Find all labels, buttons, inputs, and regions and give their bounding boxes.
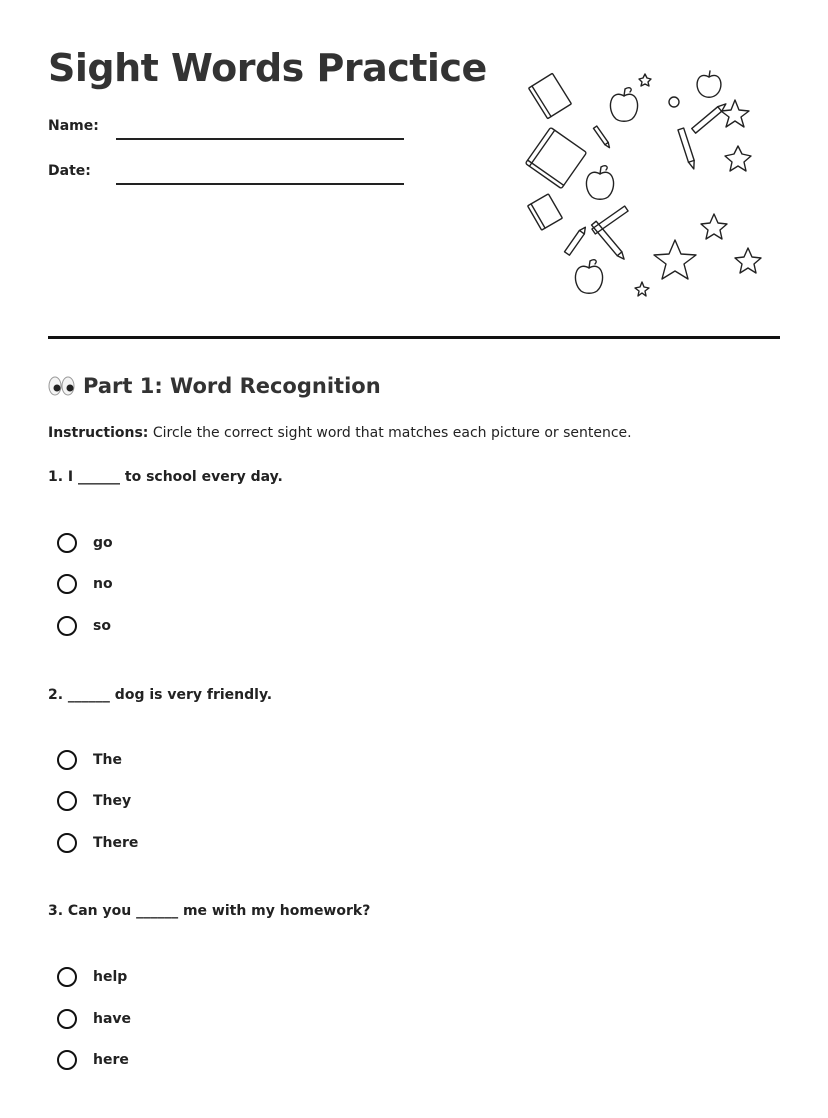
book-icon xyxy=(528,194,563,230)
school-supplies-clipart xyxy=(520,62,770,302)
option-so[interactable] xyxy=(57,613,111,639)
pencil-icon xyxy=(593,126,611,149)
radio-circle[interactable] xyxy=(57,791,77,811)
star-icon xyxy=(725,146,751,171)
option-there[interactable] xyxy=(57,830,138,856)
section-heading xyxy=(48,374,381,398)
instructions-label: Instructions: xyxy=(48,425,149,441)
flower-icon xyxy=(669,97,679,107)
radio-circle[interactable] xyxy=(57,574,77,594)
question-2: 2. ______ dog is very friendly. xyxy=(48,687,273,703)
radio-circle[interactable] xyxy=(57,616,77,636)
radio-circle[interactable] xyxy=(57,1050,77,1070)
page-title: Sight Words Practice xyxy=(48,46,487,90)
radio-circle[interactable] xyxy=(57,1009,77,1029)
star-icon xyxy=(735,248,761,273)
option-label: no xyxy=(93,576,113,592)
pencil-icon xyxy=(592,221,627,261)
instructions xyxy=(48,425,632,441)
radio-circle[interactable] xyxy=(57,750,77,770)
name-field[interactable] xyxy=(48,118,408,148)
option-help[interactable] xyxy=(57,964,127,990)
option-label: help xyxy=(93,969,128,985)
date-label: Date: xyxy=(48,163,91,179)
option-go[interactable] xyxy=(57,530,113,556)
instructions-text: Circle the correct sight word that matches each picture or sentence. xyxy=(148,425,632,441)
book-icon xyxy=(529,73,572,118)
option-label: here xyxy=(93,1052,129,1068)
star-icon xyxy=(701,214,727,239)
pencil-icon xyxy=(565,226,588,256)
section-heading-text: Part 1: Word Recognition xyxy=(83,374,381,398)
book-icon xyxy=(525,127,586,188)
option-label: They xyxy=(93,793,132,809)
option-label: go xyxy=(93,535,113,551)
star-icon xyxy=(654,240,696,279)
section-divider xyxy=(48,336,780,339)
option-have[interactable] xyxy=(57,1006,131,1032)
eyes-icon xyxy=(48,375,76,397)
radio-circle[interactable] xyxy=(57,967,77,987)
radio-circle[interactable] xyxy=(57,833,77,853)
option-label: There xyxy=(93,835,139,851)
star-icon xyxy=(639,74,651,86)
name-line[interactable] xyxy=(116,138,404,140)
name-label: Name: xyxy=(48,118,99,134)
option-no[interactable] xyxy=(57,571,113,597)
question-3: 3. Can you ______ me with my homework? xyxy=(48,903,371,919)
apple-icon xyxy=(575,260,602,293)
option-the[interactable] xyxy=(57,747,122,773)
option-label: have xyxy=(93,1011,132,1027)
date-field[interactable] xyxy=(48,163,408,193)
radio-circle[interactable] xyxy=(57,533,77,553)
apple-icon xyxy=(610,88,637,121)
question-1: 1. I ______ to school every day. xyxy=(48,469,283,485)
option-they[interactable] xyxy=(57,788,131,814)
apple-icon xyxy=(697,71,721,97)
pencil-icon xyxy=(678,128,697,170)
pencil-icon xyxy=(592,206,628,234)
date-line[interactable] xyxy=(116,183,404,185)
option-label: so xyxy=(93,618,111,634)
apple-icon xyxy=(586,166,613,199)
star-icon xyxy=(635,282,649,296)
pencil-icon xyxy=(692,102,728,134)
option-here[interactable] xyxy=(57,1047,129,1073)
option-label: The xyxy=(93,752,123,768)
